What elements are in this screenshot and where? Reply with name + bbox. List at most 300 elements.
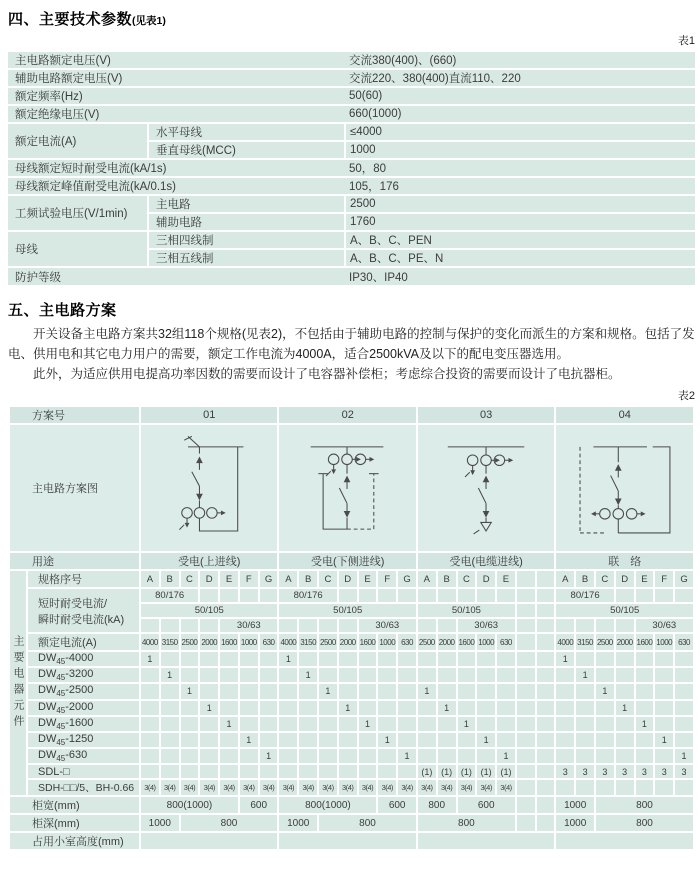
t2-cell [516,667,536,683]
t2-cell: 2500 [595,633,615,651]
t2-cell [298,732,318,748]
t2-cell [358,651,378,667]
row-sublabel: 主电路 [148,195,345,213]
t2-cell [219,764,239,779]
t2-cell [654,716,674,732]
t2-cell [516,716,536,732]
t2-cell [615,779,635,796]
t2-cell [555,748,575,764]
table-row [8,69,695,87]
t2-cell: 1 [278,651,298,667]
t2-cell [437,748,457,764]
t2-cell [654,651,674,667]
t2-cell [437,667,457,683]
circuit-diagram-03 [421,427,552,549]
t2-cell: G [397,570,417,588]
t2-cell [555,779,575,796]
t2-cell [516,618,536,633]
t2-cell: 1000 [278,814,318,832]
t2-cell [457,748,477,764]
section4-title-text: 四、主要技术参数 [8,11,133,28]
t2-cell [496,683,516,699]
t2-cell [595,716,615,732]
t2-cell [318,716,338,732]
t2-cell: 1 [180,683,200,699]
t2-cell: 3(4) [199,779,219,796]
t2-cell [536,683,556,699]
t2-cell [140,832,278,850]
t2-cell: 1600 [635,633,655,651]
t2-cell: 3(4) [377,779,397,796]
t2-cell [160,748,180,764]
t2-cell: 4000 [555,633,575,651]
t2-cell: 800 [595,814,694,832]
t2-cell [338,667,358,683]
table-row [9,748,694,764]
t2-cell [377,764,397,779]
t2-cell: 630 [397,633,417,651]
t2-cell: E [358,570,378,588]
t2-cell: 2500 [318,633,338,651]
t2-cell [555,732,575,748]
t2-cell [555,716,575,732]
t2-cell [536,748,556,764]
row-label: 柜宽(mm) [9,796,140,814]
t2-cell [259,700,279,716]
t2-cell [397,588,417,603]
t2-cell: 50/105 [555,603,694,618]
t2-cell [219,667,239,683]
t2-cell [536,618,556,633]
t2-cell: 3(4) [496,779,516,796]
circuit-diagram-04 [559,427,690,549]
t2-cell [377,667,397,683]
t2-cell: D [615,570,635,588]
main-circuit-scheme-table [8,405,695,851]
row-label: SDL-□ [27,764,140,779]
t2-cell [615,716,635,732]
t2-cell [318,748,338,764]
t2-cell [536,700,556,716]
t2-cell: F [239,570,259,588]
row-label: 防护等级 [8,267,345,285]
t2-cell: 3 [654,764,674,779]
t2-cell [239,667,259,683]
t2-cell [516,779,536,796]
t2-cell [140,667,160,683]
t2-cell [476,651,496,667]
cell: A、B、C、PEN [345,231,695,249]
t2-cell [298,651,318,667]
t2-cell: 800 [417,796,457,814]
t2-cell: 800 [180,814,279,832]
t2-cell: 50/105 [278,603,416,618]
t2-cell: 2000 [199,633,219,651]
t2-cell [199,588,219,603]
t2-cell: D [338,570,358,588]
t2-cell [595,748,615,764]
t2-cell [674,667,694,683]
table-row [9,588,694,603]
t2-cell: 630 [496,633,516,651]
t2-cell [555,667,575,683]
t2-cell [536,764,556,779]
t2-cell: 3 [635,764,655,779]
t2-cell: C [318,570,338,588]
t2-cell [476,683,496,699]
t2-cell [180,618,200,633]
t2-cell [595,651,615,667]
row-sublabel: 辅助电路 [148,213,345,231]
t2-cell [635,779,655,796]
table-row [8,159,695,177]
t2-cell [674,683,694,699]
t2-cell [654,748,674,764]
t2-cell [536,633,556,651]
t2-cell [180,764,200,779]
t2-cell: 1 [358,716,378,732]
t2-cell [575,748,595,764]
t2-cell [615,667,635,683]
t2-cell [338,683,358,699]
row-label: 额定电流(A) [8,123,148,159]
t2-cell: (1) [417,764,437,779]
table-row [8,195,695,213]
usage-cell: 受电(下侧进线) [278,552,416,570]
t2-cell [180,716,200,732]
t2-cell: C [595,570,615,588]
t2-cell [259,716,279,732]
t2-cell [278,683,298,699]
t2-cell [674,716,694,732]
t2-cell [575,732,595,748]
t2-cell: 1000 [555,796,595,814]
t2-cell: 3(4) [278,779,298,796]
t2-cell: 3(4) [338,779,358,796]
t2-cell [239,683,259,699]
t2-cell [140,716,160,732]
table-row [9,651,694,667]
t2-cell: 1600 [358,633,378,651]
usage-cell: 受电(上进线) [140,552,278,570]
t2-cell [298,748,318,764]
t2-cell [219,700,239,716]
t2-cell [635,732,655,748]
t2-cell [575,683,595,699]
t2-cell [635,667,655,683]
t2-cell: 800 [595,796,694,814]
t2-cell: 3 [575,764,595,779]
t2-cell [654,700,674,716]
table-row [9,570,694,588]
row-label: 占用小室高度(mm) [9,832,140,850]
cell: 1760 [345,213,695,231]
table-row [9,764,694,779]
row-label: 规格序号 [27,570,140,588]
t2-cell: 1 [417,683,437,699]
diagram-cell [140,424,278,552]
t2-cell: 1 [338,700,358,716]
t2-cell [180,700,200,716]
table-row [8,87,695,105]
t2-cell: 30/63 [635,618,694,633]
t2-cell: 30/63 [358,618,417,633]
t2-cell [397,716,417,732]
t2-cell [516,764,536,779]
t2-cell [298,764,318,779]
t2-cell [516,732,536,748]
t2-cell [536,716,556,732]
t2-cell [536,667,556,683]
t2-cell [219,732,239,748]
t2-cell: 1 [140,651,160,667]
row-label: 辅助电路额定电压(V) [8,69,345,87]
t2-cell: 3(4) [239,779,259,796]
t2-cell [278,832,416,850]
t2-cell [635,588,655,603]
t2-cell: 3(4) [476,779,496,796]
t2-cell [259,683,279,699]
t2-cell: 1 [496,748,516,764]
t2-cell [536,651,556,667]
t2-cell [516,814,536,832]
t2-cell: E [635,570,655,588]
t2-cell [437,716,457,732]
t2-cell [437,618,457,633]
t2-cell: B [437,570,457,588]
t2-cell [199,732,219,748]
t2-cell [318,764,338,779]
t2-cell [278,667,298,683]
table-row [8,267,695,285]
t2-cell: 1 [437,700,457,716]
t2-cell [654,667,674,683]
t2-cell [298,618,318,633]
t2-cell [338,588,358,603]
t2-cell [615,651,635,667]
t2-cell: 3 [555,764,575,779]
t2-cell: 2500 [180,633,200,651]
t2-cell [338,748,358,764]
t2-cell [575,651,595,667]
table-row [8,231,695,249]
t2-cell [377,748,397,764]
t2-cell [654,588,674,603]
t2-cell [239,700,259,716]
t2-cell [358,748,378,764]
table-row [9,796,694,814]
table-row [9,683,694,699]
t2-cell [417,667,437,683]
circuit-diagram-02 [282,427,413,549]
t2-cell: 3(4) [397,779,417,796]
t2-cell: F [654,570,674,588]
t2-cell [635,700,655,716]
t2-cell: 3(4) [457,779,477,796]
section4-title-note: (见表1) [132,15,166,27]
t2-cell: 4000 [140,633,160,651]
t2-cell: B [160,570,180,588]
t2-cell [476,667,496,683]
t2-cell [180,667,200,683]
t2-cell: E [496,570,516,588]
t2-cell: 800 [318,814,417,832]
t2-cell: D [199,570,219,588]
t2-cell: 30/63 [457,618,516,633]
row-label: SDH-□□/5、BH-0.66 [27,779,140,796]
t2-cell: (1) [437,764,457,779]
t2-cell: 1000 [654,633,674,651]
t2-cell: 80/176 [555,588,614,603]
t2-cell [595,700,615,716]
scheme-number: 03 [417,406,555,424]
t2-cell: C [457,570,477,588]
cell: ≤4000 [345,123,695,141]
cell: A、B、C、PE、N [345,249,695,267]
row-sublabel: 三相五线制 [148,249,345,267]
t2-cell [536,588,556,603]
row-label: $DW_{45}-2000$ [27,700,140,716]
t2-cell: B [298,570,318,588]
table1-label: 表1 [677,35,695,47]
t2-cell [219,651,239,667]
t2-cell [437,683,457,699]
scheme-header-row [9,406,694,424]
t2-cell: 3(4) [417,779,437,796]
diagram-row [9,424,694,552]
t2-cell [496,651,516,667]
table-row [8,51,695,69]
t2-cell [417,588,437,603]
t2-cell [516,748,536,764]
t2-cell [338,732,358,748]
t2-cell [377,700,397,716]
scheme-number: 01 [140,406,278,424]
scheme-number: 02 [278,406,416,424]
t2-cell [635,683,655,699]
t2-cell: 3150 [575,633,595,651]
cell: 1000 [345,141,695,159]
t2-cell: 3(4) [298,779,318,796]
t2-cell [160,764,180,779]
t2-cell [516,588,536,603]
t2-cell [615,618,635,633]
row-label: 额定频率(Hz) [8,87,345,105]
t2-cell: 1 [654,732,674,748]
row-label: 主电路额定电压(V) [8,51,345,69]
t2-cell: 1 [575,667,595,683]
t2-cell: 1 [457,716,477,732]
t2-cell [397,732,417,748]
t2-cell: 3(4) [180,779,200,796]
t2-cell: (1) [496,764,516,779]
t2-cell [199,618,219,633]
t2-cell [377,683,397,699]
t2-cell: 2000 [615,633,635,651]
t2-cell [219,588,239,603]
t2-cell [476,588,496,603]
t2-cell [417,651,437,667]
t2-cell [278,748,298,764]
t2-cell [358,588,378,603]
t2-cell [259,667,279,683]
t2-cell: 1 [298,667,318,683]
t2-cell [575,716,595,732]
t2-cell: 1000 [377,633,397,651]
cell: 50(60) [345,87,695,105]
t2-cell: 800 [417,814,516,832]
t2-cell [338,764,358,779]
t2-cell [298,716,318,732]
t2-cell [536,732,556,748]
t2-cell [318,618,338,633]
t2-cell [437,651,457,667]
t2-cell: B [575,570,595,588]
t2-cell [160,716,180,732]
cell: 50，80 [345,159,695,177]
section5-title: 五、主电路方案 [8,302,117,319]
t2-cell: 2000 [437,633,457,651]
t2-cell [615,748,635,764]
table-row [9,732,694,748]
t2-cell: F [377,570,397,588]
tech-params-table [8,50,695,285]
row-label: 柜深(mm) [9,814,140,832]
t2-cell: D [476,570,496,588]
row-label: $DW_{45}-630$ [27,748,140,764]
t2-cell: 600 [377,796,417,814]
t2-cell: 800(1000) [278,796,377,814]
t2-cell [397,700,417,716]
row-label: 母线 [8,231,148,267]
t2-cell: 3 [674,764,694,779]
t2-cell [457,700,477,716]
t2-cell [219,748,239,764]
t2-cell [377,588,397,603]
side-label: 主要电器元件 [9,570,27,796]
t2-cell [555,618,575,633]
t2-cell [278,716,298,732]
t2-cell: (1) [457,764,477,779]
t2-cell [338,618,358,633]
t2-cell: 1600 [457,633,477,651]
t2-cell: 630 [674,633,694,651]
row-label: 工频试验电压(V/1min) [8,195,148,231]
row-label: $DW_{45}-2500$ [27,683,140,699]
t2-cell [457,651,477,667]
t2-cell: 1 [239,732,259,748]
t2-cell: E [219,570,239,588]
t2-cell: 1 [595,683,615,699]
t2-cell: C [180,570,200,588]
t2-cell [595,779,615,796]
diagram-cell [278,424,416,552]
t2-cell [674,779,694,796]
t2-cell [140,748,160,764]
section4-title [8,8,695,29]
t2-cell: 1 [318,683,338,699]
t2-cell [358,683,378,699]
t2-cell [397,683,417,699]
cell: IP30、IP40 [345,267,695,285]
t2-cell [140,618,160,633]
t2-cell: 2000 [338,633,358,651]
t2-cell [160,700,180,716]
t2-cell [654,779,674,796]
t2-cell [457,588,477,603]
t2-cell: 630 [259,633,279,651]
usage-cell: 受电(电缆进线) [417,552,555,570]
